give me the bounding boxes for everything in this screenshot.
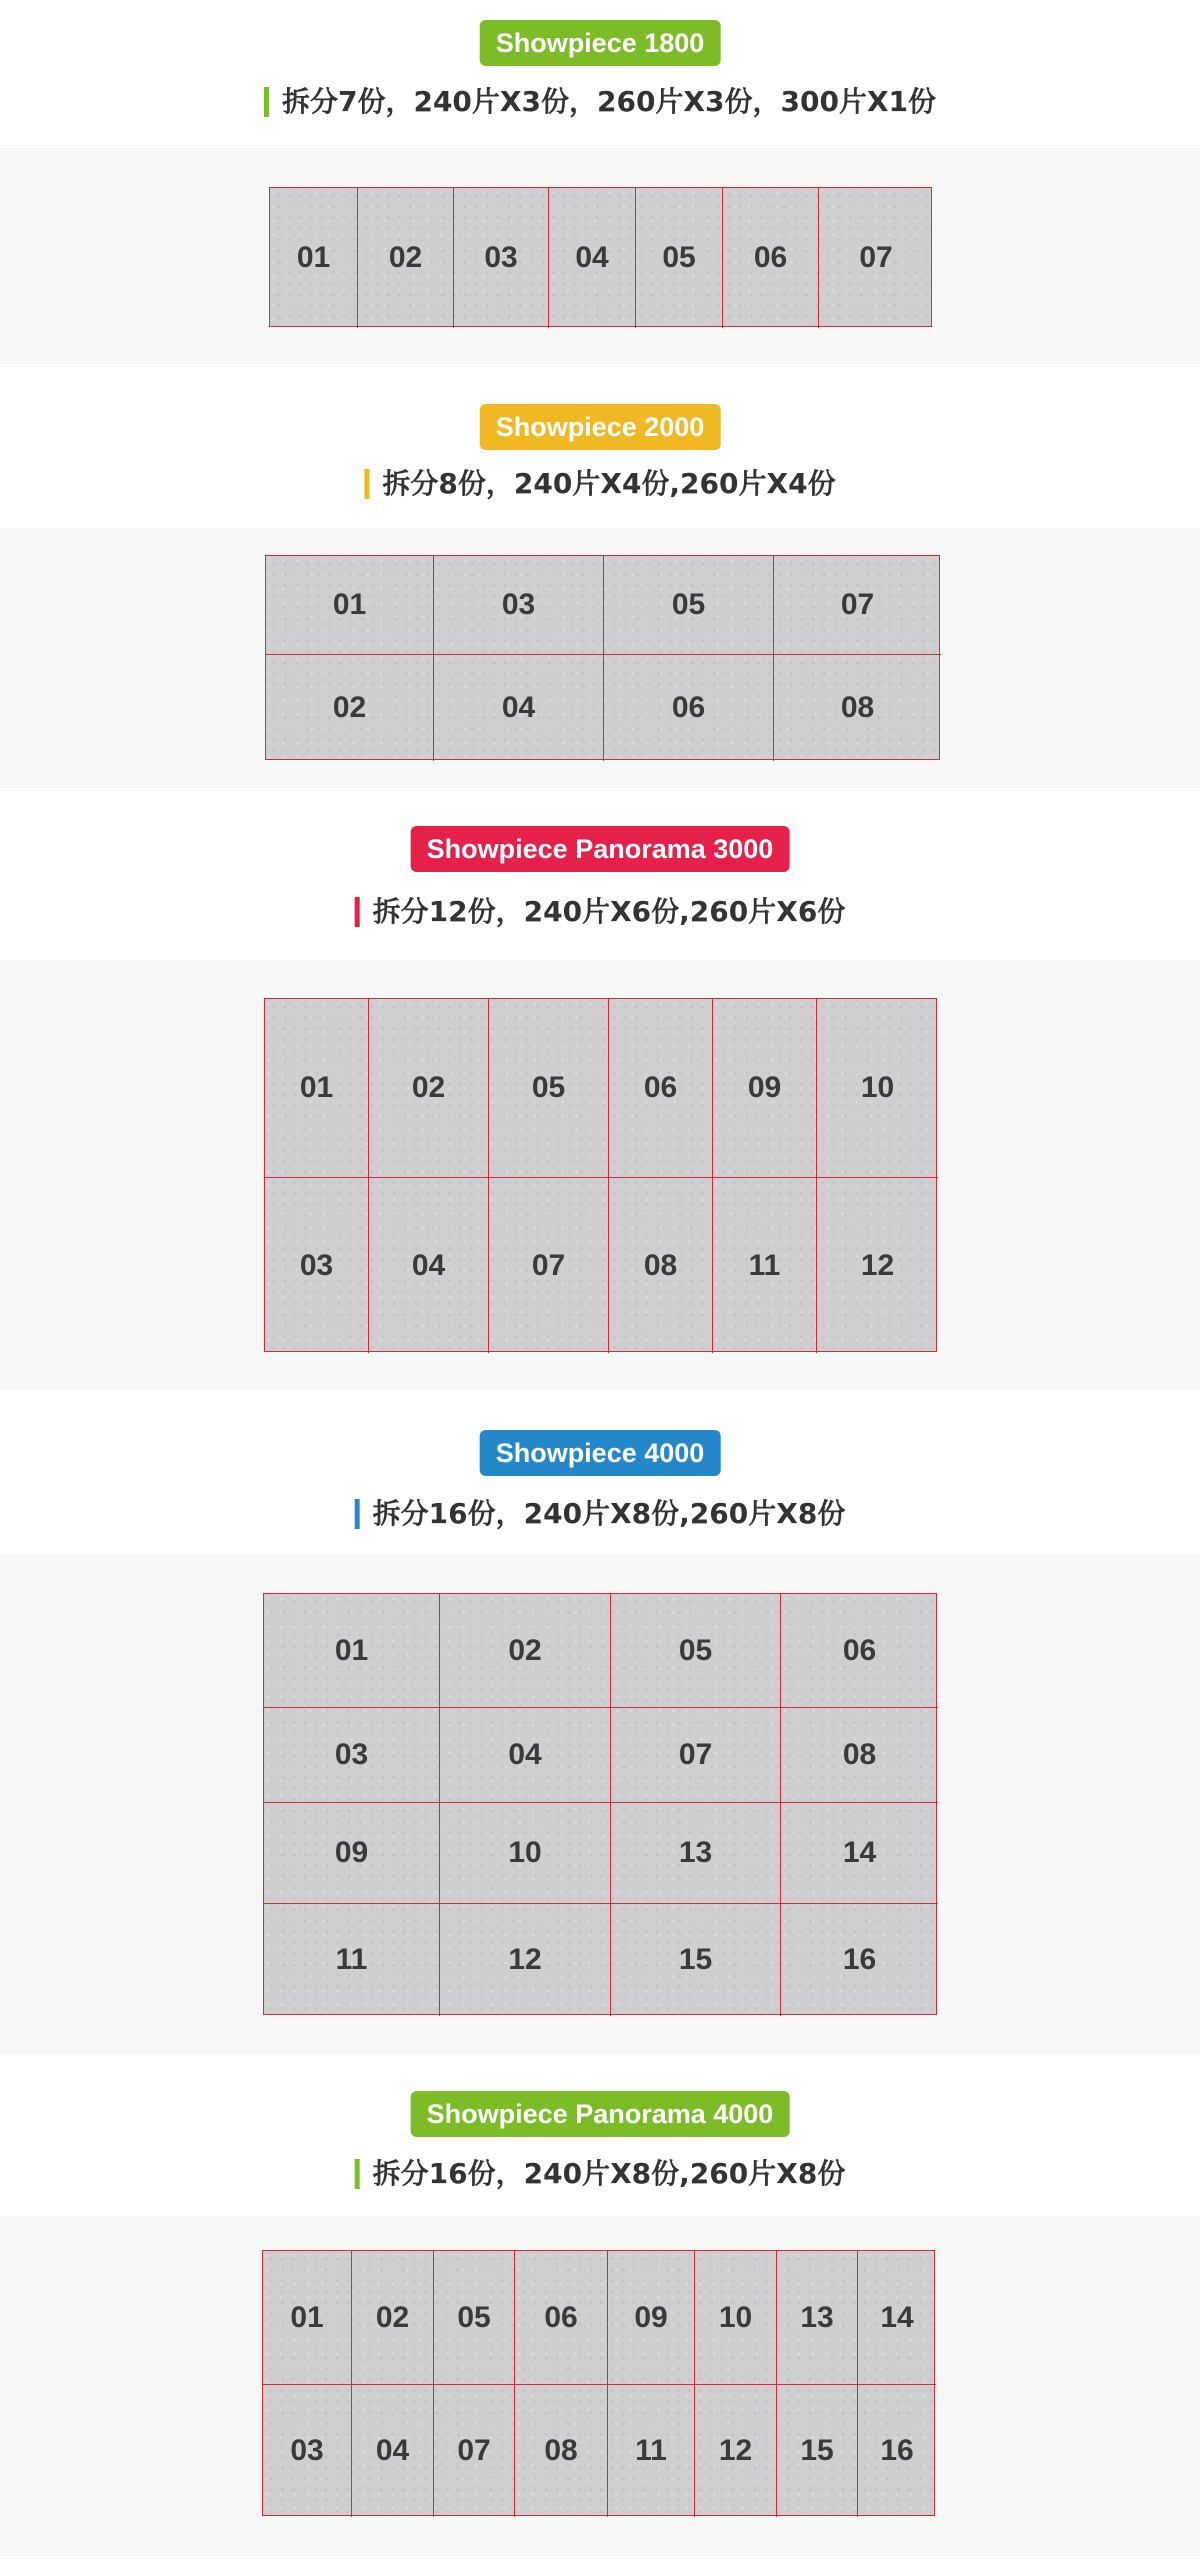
- puzzle-piece: 06: [781, 1594, 938, 1708]
- puzzle-piece: 05: [636, 188, 723, 328]
- puzzle-piece: 02: [266, 655, 434, 761]
- puzzle-piece: 01: [263, 2251, 352, 2385]
- puzzle-piece: 05: [611, 1594, 781, 1708]
- puzzle-piece: 11: [608, 2385, 695, 2517]
- puzzle-piece: 07: [434, 2385, 515, 2517]
- puzzle-piece: 13: [611, 1803, 781, 1904]
- section-subtitle-4: [355, 1496, 846, 1532]
- puzzle-piece: 03: [264, 1708, 440, 1803]
- puzzle-piece: 04: [549, 188, 636, 328]
- puzzle-piece: 06: [515, 2251, 608, 2385]
- puzzle-piece: 07: [489, 1178, 609, 1353]
- puzzle-piece: 01: [264, 1594, 440, 1708]
- accent-bar: [264, 87, 269, 117]
- puzzle-piece: 05: [604, 556, 774, 655]
- puzzle-piece: 08: [609, 1178, 713, 1353]
- puzzle-piece: 04: [434, 655, 604, 761]
- puzzle-piece: 12: [695, 2385, 777, 2517]
- puzzle-piece: 07: [774, 556, 941, 655]
- puzzle-piece: 09: [608, 2251, 695, 2385]
- subtitle-text: 拆分7份，240片X3份，260片X3份，300片X1份: [281, 85, 937, 118]
- puzzle-piece: 06: [604, 655, 774, 761]
- puzzle-piece: 07: [859, 241, 893, 274]
- section-subtitle-5: [355, 2156, 846, 2192]
- puzzle-piece: 04: [369, 1178, 489, 1353]
- puzzle-piece: 06: [609, 999, 713, 1178]
- section-title-1: Showpiece 1800: [480, 20, 721, 66]
- puzzle-piece: 09: [264, 1803, 440, 1904]
- section-subtitle-3: [355, 894, 846, 930]
- puzzle-piece: 08: [781, 1708, 938, 1803]
- puzzle-piece: 08: [515, 2385, 608, 2517]
- puzzle-piece: 04: [440, 1708, 611, 1803]
- puzzle-grid-4: [263, 1593, 937, 2015]
- puzzle-piece: 02: [369, 999, 489, 1178]
- puzzle-grid-2: [265, 555, 940, 760]
- puzzle-piece: 03: [265, 1178, 369, 1353]
- puzzle-piece: 01: [270, 188, 358, 328]
- puzzle-piece: 08: [840, 691, 875, 724]
- puzzle-piece: 16: [880, 2434, 914, 2467]
- puzzle-piece: 05: [489, 999, 609, 1178]
- puzzle-piece: 02: [440, 1594, 611, 1708]
- accent-bar: [355, 2159, 360, 2189]
- puzzle-piece: 11: [713, 1178, 817, 1353]
- puzzle-piece: 04: [352, 2385, 434, 2517]
- puzzle-piece: 10: [817, 999, 938, 1178]
- subtitle-text: 拆分12份，240片X6份,260片X6份: [372, 895, 846, 928]
- puzzle-piece: 02: [358, 188, 454, 328]
- puzzle-piece: 03: [434, 556, 604, 655]
- subtitle-text: 拆分16份，240片X8份,260片X8份: [372, 2157, 846, 2190]
- puzzle-piece: 10: [695, 2251, 777, 2385]
- puzzle-piece: 03: [263, 2385, 352, 2517]
- puzzle-grid-1: [269, 187, 932, 327]
- puzzle-piece: 11: [264, 1904, 440, 2016]
- puzzle-piece: 12: [860, 1248, 895, 1282]
- section-title-3: Showpiece Panorama 3000: [411, 826, 790, 872]
- section-title-5: Showpiece Panorama 4000: [411, 2091, 790, 2137]
- section-subtitle-1: [264, 84, 936, 120]
- section-subtitle-2: [364, 466, 835, 502]
- puzzle-piece: 01: [265, 999, 369, 1178]
- puzzle-piece: 05: [434, 2251, 515, 2385]
- puzzle-piece: 14: [858, 2251, 936, 2385]
- subtitle-text: 拆分8份，240片X4份,260片X4份: [382, 467, 836, 500]
- puzzle-piece: 09: [713, 999, 817, 1178]
- puzzle-piece: 12: [440, 1904, 611, 2016]
- section-title-2: Showpiece 2000: [480, 404, 721, 450]
- puzzle-piece: 01: [266, 556, 434, 655]
- section-title-4: Showpiece 4000: [480, 1430, 721, 1476]
- puzzle-piece: 07: [611, 1708, 781, 1803]
- subtitle-text: 拆分16份，240片X8份,260片X8份: [372, 1497, 846, 1530]
- puzzle-piece: 15: [611, 1904, 781, 2016]
- puzzle-grid-5: [262, 2250, 935, 2516]
- puzzle-grid-3: [264, 998, 937, 1352]
- accent-bar: [355, 1499, 360, 1529]
- puzzle-piece: 16: [842, 1943, 877, 1976]
- puzzle-piece: 10: [440, 1803, 611, 1904]
- accent-bar: [355, 897, 360, 927]
- accent-bar: [364, 469, 369, 499]
- puzzle-piece: 15: [777, 2385, 858, 2517]
- puzzle-piece: 13: [777, 2251, 858, 2385]
- puzzle-piece: 03: [454, 188, 549, 328]
- puzzle-piece: 02: [352, 2251, 434, 2385]
- puzzle-piece: 14: [781, 1803, 938, 1904]
- puzzle-piece: 06: [723, 188, 819, 328]
